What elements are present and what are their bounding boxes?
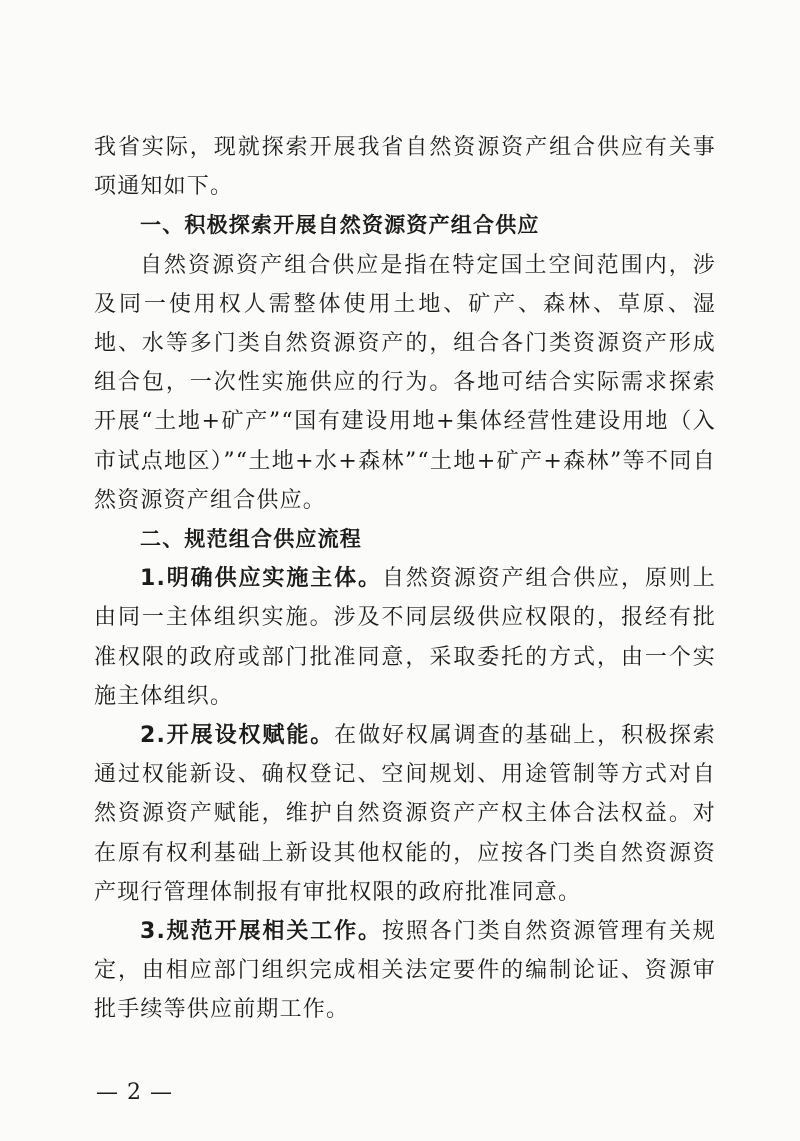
document-body xyxy=(94,128,716,1030)
item-2-lead: 2.开展设权赋能。 xyxy=(140,723,335,749)
item-1-lead: 1.明确供应实施主体。 xyxy=(140,566,382,592)
intro-paragraph: 我省实际，现就探索开展我省自然资源资产组合供应有关事项通知如下。 xyxy=(94,135,716,200)
item-3-lead: 3.规范开展相关工作。 xyxy=(140,919,382,945)
item-3-paragraph xyxy=(94,912,716,1030)
page-number: — 2 — xyxy=(96,1080,173,1105)
section-heading-2: 二、规范组合供应流程 xyxy=(140,527,362,552)
section-1-paragraph: 自然资源资产组合供应是指在特定国土空间范围内，涉及同一使用权人需整体使用土地、矿产、森林、草原、湿地、水等多门类自然资源资产的，组合各门类资源资产形成组合包，一次性实施供应的行为。各地可结合实际需求探索开展“土地+矿产”“国有建设用地+集体经营性建设用地（入市试点地区）”“土地+水+森林”“土地+矿产+森林”等不同自然资源资产组合供应。 xyxy=(94,252,716,513)
item-1-paragraph xyxy=(94,559,716,716)
item-2-paragraph xyxy=(94,716,716,912)
item-3-body: 按照各门类自然资源管理有关规定，由相应部门组织完成相关法定要件的编制论证、资源审批手续等供应前期工作。 xyxy=(94,919,716,1023)
section-heading-1: 一、积极探索开展自然资源资产组合供应 xyxy=(140,213,540,238)
item-2-body: 在做好权属调查的基础上，积极探索通过权能新设、确权登记、空间规划、用途管制等方式对自然资源资产赋能，维护自然资源资产产权主体合法权益。对在原有权利基础上新设其他权能的，应按各门类自然资源资产现行管理体制报有审批权限的政府批准同意。 xyxy=(94,723,717,905)
item-1-body: 自然资源资产组合供应，原则上由同一主体组织实施。涉及不同层级供应权限的，报经有批准权限的政府或部门批准同意，采取委托的方式，由一个实施主体组织。 xyxy=(94,566,716,709)
